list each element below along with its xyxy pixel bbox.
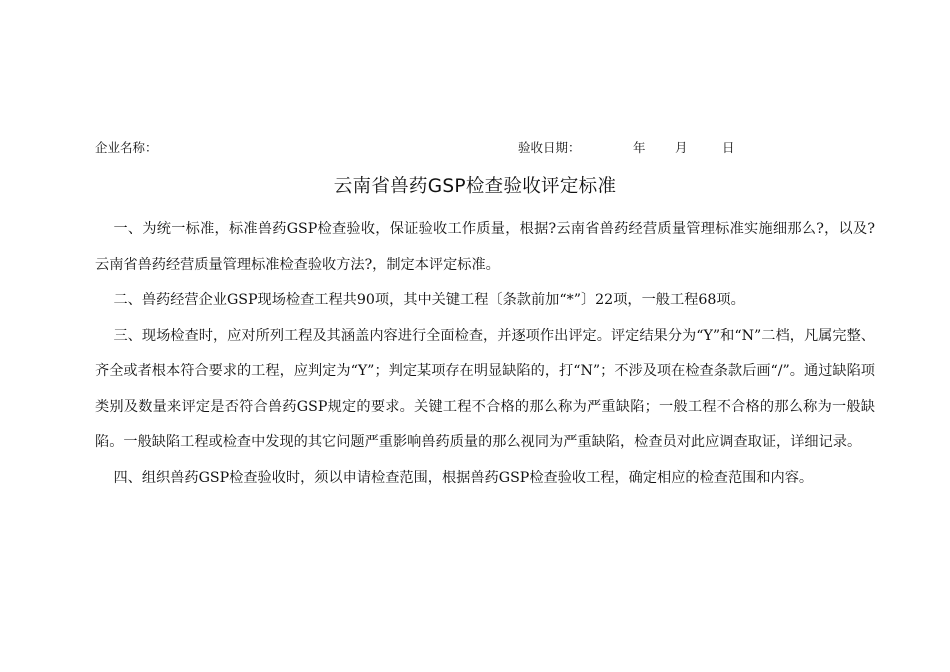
company-name-label: 企业名称： (95, 140, 158, 155)
paragraph-1: 一、为统一标准，标准兽药GSP检查验收，保证验收工作质量，根据?云南省兽药经营质量管理标准实施细那么?，以及?云南省兽药经营质量管理标准检查验收方法?，制定本评定标准。 (95, 221, 875, 273)
date-year-label: 年 (633, 140, 646, 155)
paragraph-3: 三、现场检查时，应对所列工程及其涵盖内容进行全面检查，并逐项作出评定。评定结果分为“Y”和“N”二档，凡属完整、齐全或者根本符合要求的工程，应判定为“Y”；判定某项存在明显缺陷的，打“N”；不涉及项在检查条款后画“/”。通过缺陷项类别及数量来评定是否符合兽药GSP规定的要求。关键工程不合格的那么称为严重缺陷；一般工程不合格的那么称为一般缺陷。一般缺陷工程或检查中发现的其它问题严重影响兽药质量的那么视同为严重缺陷，检查员对此应调查取证，详细记录。 (95, 327, 875, 450)
document-title: 云南省兽药GSP检查验收评定标准 (333, 176, 617, 197)
paragraph-4: 四、组织兽药GSP检查验收时，须以申请检查范围，根据兽药GSP检查验收工程，确定相应的检查范围和内容。 (113, 469, 814, 486)
paragraph-2: 二、兽药经营企业GSP现场检查工程共90项，其中关键工程〔条款前加“*”〕22项，一般工程68项。 (113, 292, 745, 308)
inspection-date-label: 验收日期： (518, 140, 581, 155)
document-body (95, 212, 875, 496)
header-row (95, 139, 875, 157)
date-month-label: 月 (675, 140, 688, 155)
date-day-label: 日 (722, 140, 735, 155)
